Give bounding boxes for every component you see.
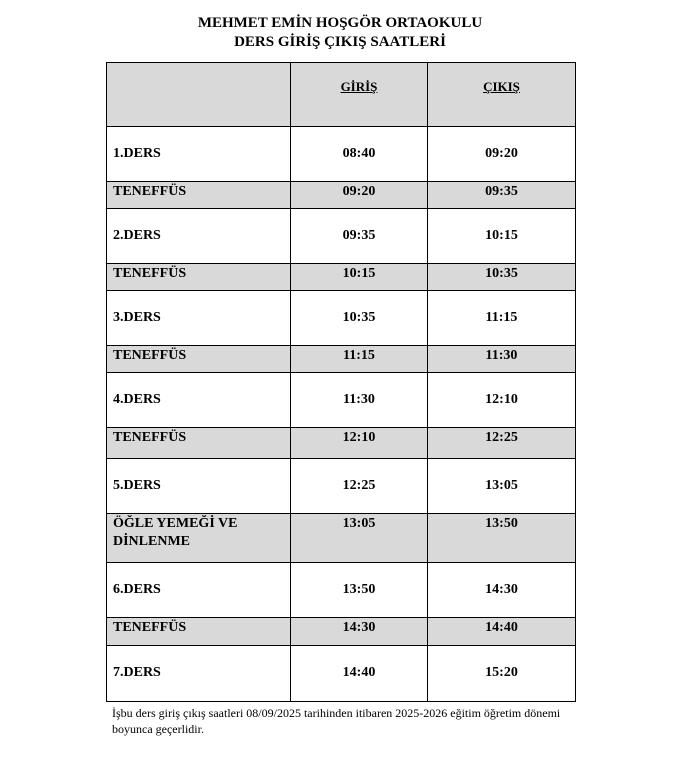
column-header-exit: ÇIKIŞ	[428, 63, 576, 127]
entry-time: 10:35	[291, 291, 428, 346]
exit-time: 13:05	[428, 459, 576, 514]
table-row	[107, 459, 576, 514]
period-name: TENEFFÜS	[107, 428, 291, 459]
entry-time: 14:40	[291, 646, 428, 702]
exit-time: 14:40	[428, 618, 576, 646]
period-name: TENEFFÜS	[107, 618, 291, 646]
table-row	[107, 646, 576, 702]
entry-time: 11:30	[291, 373, 428, 428]
exit-time: 11:15	[428, 291, 576, 346]
entry-time: 12:10	[291, 428, 428, 459]
period-name: 3.DERS	[107, 291, 291, 346]
column-header-name	[107, 63, 291, 127]
period-name: 5.DERS	[107, 459, 291, 514]
exit-time: 12:10	[428, 373, 576, 428]
period-name: TENEFFÜS	[107, 264, 291, 291]
period-name: 4.DERS	[107, 373, 291, 428]
period-name: TENEFFÜS	[107, 182, 291, 209]
entry-time: 14:30	[291, 618, 428, 646]
period-name: TENEFFÜS	[107, 346, 291, 373]
table-row	[107, 428, 576, 459]
period-name: 7.DERS	[107, 646, 291, 702]
table-header-row	[107, 63, 576, 127]
table-row	[107, 209, 576, 264]
exit-time: 09:35	[428, 182, 576, 209]
exit-time: 10:15	[428, 209, 576, 264]
table-row	[107, 618, 576, 646]
period-name: 2.DERS	[107, 209, 291, 264]
exit-time: 11:30	[428, 346, 576, 373]
period-name: 1.DERS	[107, 127, 291, 182]
entry-time: 12:25	[291, 459, 428, 514]
validity-footnote: İşbu ders giriş çıkış saatleri 08/09/2025 tarihinden itibaren 2025-2026 eğitim öğretim dönemi boyunca geçerlidir.	[112, 706, 561, 736]
exit-time: 10:35	[428, 264, 576, 291]
entry-time: 11:15	[291, 346, 428, 373]
table-row	[107, 373, 576, 428]
school-title: MEHMET EMİN HOŞGÖR ORTAOKULU	[197, 15, 483, 31]
period-name: 6.DERS	[107, 563, 291, 618]
entry-time: 10:15	[291, 264, 428, 291]
entry-time: 13:50	[291, 563, 428, 618]
exit-time: 09:20	[428, 127, 576, 182]
schedule-subtitle: DERS GİRİŞ ÇIKIŞ SAATLERİ	[234, 34, 446, 50]
entry-time: 09:20	[291, 182, 428, 209]
table-row	[107, 264, 576, 291]
table-row	[107, 291, 576, 346]
column-header-entry: GİRİŞ	[291, 63, 428, 127]
entry-time: 13:05	[291, 514, 428, 563]
exit-time: 14:30	[428, 563, 576, 618]
table-row	[107, 182, 576, 209]
table-row	[107, 127, 576, 182]
entry-time: 09:35	[291, 209, 428, 264]
exit-time: 13:50	[428, 514, 576, 563]
table-row	[107, 563, 576, 618]
table-row	[107, 346, 576, 373]
exit-time: 15:20	[428, 646, 576, 702]
exit-time: 12:25	[428, 428, 576, 459]
period-name: ÖĞLE YEMEĞİ VE DİNLENME	[107, 514, 291, 563]
table-row	[107, 514, 576, 563]
entry-time: 08:40	[291, 127, 428, 182]
schedule-table	[106, 62, 576, 702]
